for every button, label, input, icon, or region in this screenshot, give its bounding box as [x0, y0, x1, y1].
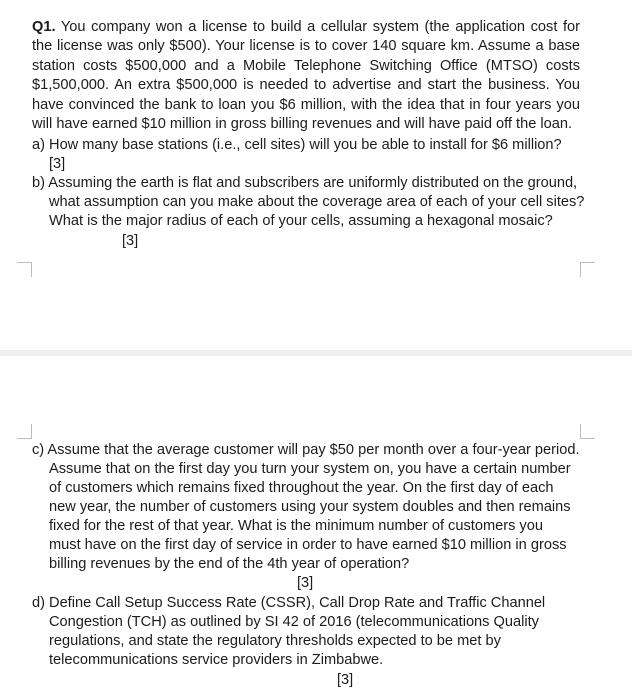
question-number: Q1.: [32, 19, 56, 35]
part-c-line-3: of customers which remains fixed throughout the year. On the first day of each: [49, 480, 554, 496]
crop-mark-top-right: [580, 262, 595, 277]
part-b-line-3: What is the major radius of each of your cells, assuming a hexagonal mosaic?: [49, 213, 553, 229]
part-b-marks: [3]: [122, 233, 139, 249]
crop-mark-bottom-right: [580, 424, 595, 439]
part-c-line-2: Assume that on the first day you turn your system on, you have a certain number: [49, 461, 571, 477]
crop-mark-top-left: [17, 262, 32, 277]
part-d-line-4: telecommunications service providers in Zimbabwe.: [49, 652, 384, 668]
part-d-line-3: regulations, and state the regulatory thresholds expected to be met by: [49, 633, 501, 649]
part-d-marks: [3]: [337, 672, 354, 688]
part-d-line-2: Congestion (TCH) as outlined by SI 42 of 2016 (telecommunications Quality: [49, 614, 539, 630]
part-c-marks: [3]: [297, 575, 314, 591]
part-a-marks: [3]: [49, 156, 66, 172]
part-a-question: a) How many base stations (i.e., cell sites) will you be able to install for $6 million?: [32, 137, 562, 153]
part-c-line-7: billing revenues by the end of the 4th year of operation?: [49, 556, 410, 572]
part-b-line-2: what assumption can you make about the coverage area of each of your cell sites?: [49, 194, 585, 210]
part-c-line-6: must have on the first day of service in order to have earned $10 million in gross: [49, 537, 567, 553]
part-c-line-4: new year, the number of customers using your system doubles and then remains: [49, 499, 571, 515]
question-intro: [32, 18, 580, 134]
question-intro-text: You company won a license to build a cellular system (the application cost for the license was only $500). Your license is to cover 140 square km. Assume a base station costs $500,000 and a Mobile Telephone Switching Office (MTSO) costs $1,500,000. An extra $500,000 is needed to advertise and start the business. You have convinced the bank to loan you $6 million, with the idea that in four years you will have earned $10 million in gross billing revenues and will have paid off the loan.: [32, 19, 580, 133]
part-c-line-5: fixed for the rest of that year. What is the minimum number of customers you: [49, 518, 543, 534]
crop-mark-bottom-left: [17, 424, 32, 439]
part-d-line-1: d) Define Call Setup Success Rate (CSSR), Call Drop Rate and Traffic Channel: [32, 595, 546, 611]
part-b-line-1: b) Assuming the earth is flat and subscribers are uniformly distributed on the ground,: [32, 175, 578, 191]
part-c-line-1: c) Assume that the average customer will pay $50 per month over a four-year period.: [32, 442, 580, 458]
